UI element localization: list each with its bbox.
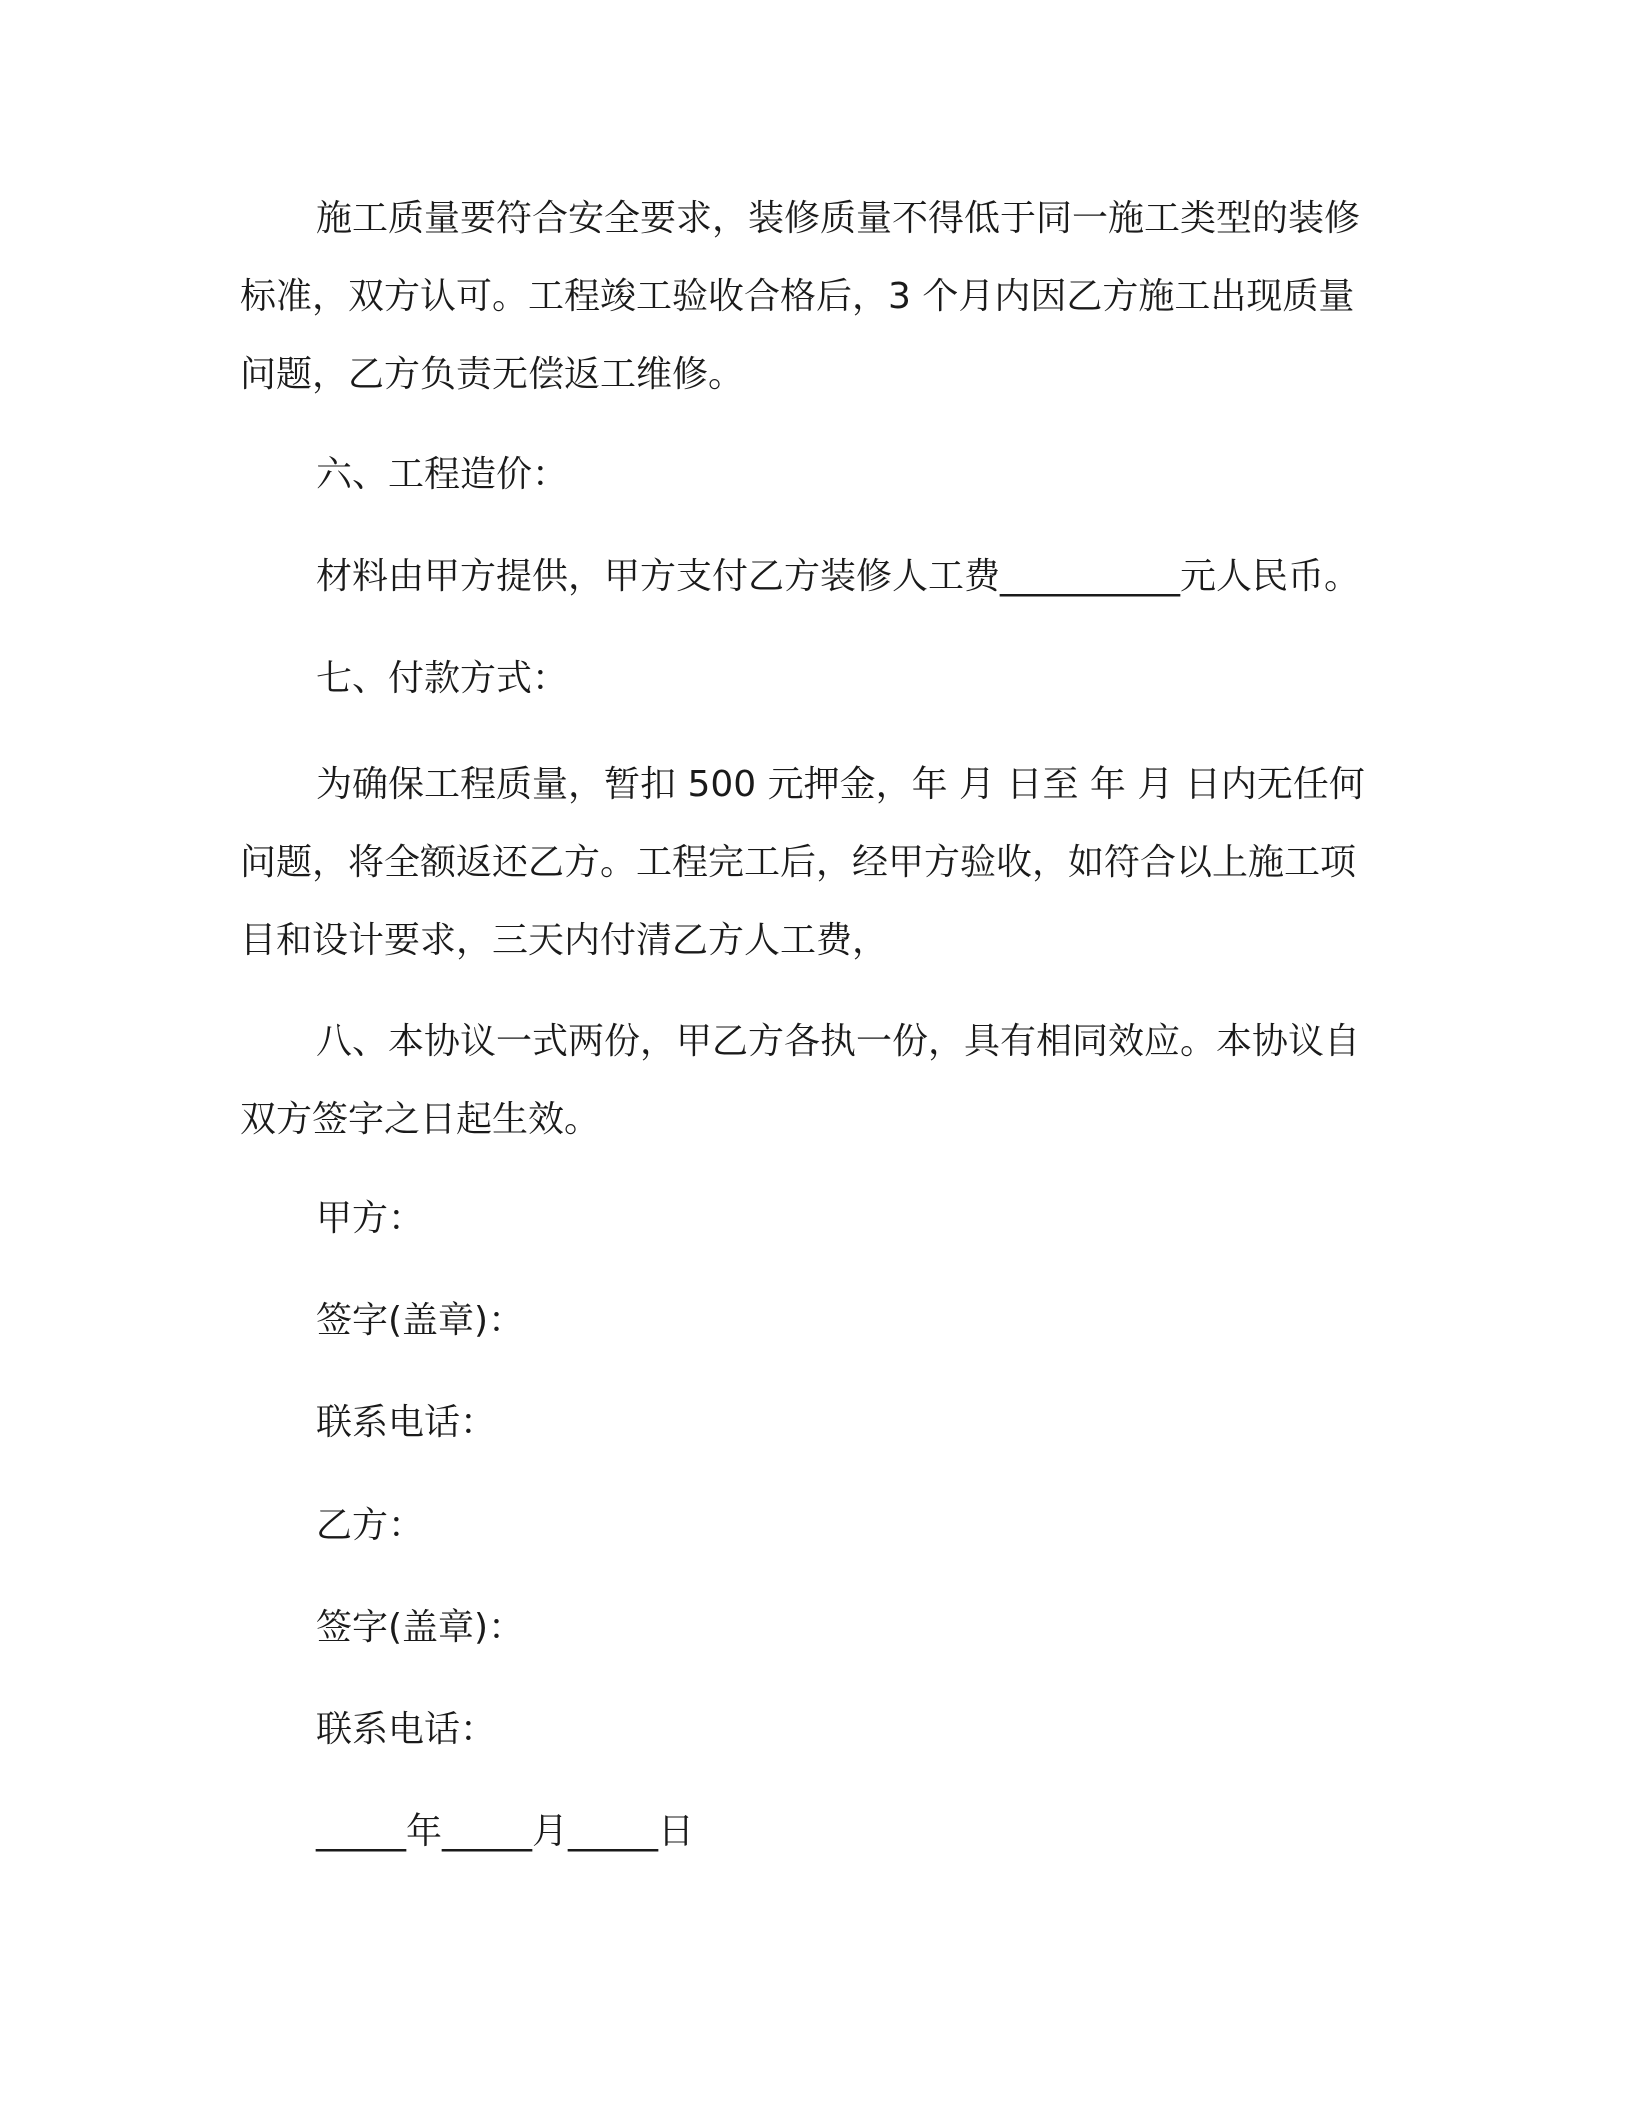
section6-body: 材料由甲方提供，甲方支付乙方装修人工费__________元人民币。 xyxy=(316,556,1361,597)
party-a-label: 甲方： xyxy=(316,1198,425,1239)
section6-heading: 六、工程造价： xyxy=(316,454,569,495)
party-a-signature: 签字(盖章)： xyxy=(316,1300,525,1341)
party-a-phone: 联系电话： xyxy=(316,1402,497,1443)
party-b-signature: 签字(盖章)： xyxy=(316,1607,525,1648)
section8-paragraph: 八、本协议一式两份，甲乙方各执一份，具有相同效应。本协议自双方签字之日起生效。 xyxy=(240,1021,1361,1140)
date-line: _____年_____月_____日 xyxy=(316,1811,694,1852)
quality-paragraph: 施工质量要符合安全要求，装修质量不得低于同一施工类型的装修标准，双方认可。工程竣工验收合格后，3 个月内因乙方施工出现质量问题，乙方负责无偿返工维修。 xyxy=(240,198,1361,395)
section7-body: 为确保工程质量，暂扣 500 元押金，年 月 日至 年 月 日内无任何问题，将全额返还乙方。工程完工后，经甲方验收，如符合以上施工项目和设计要求，三天内付清乙方人工费， xyxy=(240,764,1365,961)
section7-heading: 七、付款方式： xyxy=(316,658,569,699)
party-b-phone: 联系电话： xyxy=(316,1709,497,1750)
party-b-label: 乙方： xyxy=(316,1505,425,1546)
